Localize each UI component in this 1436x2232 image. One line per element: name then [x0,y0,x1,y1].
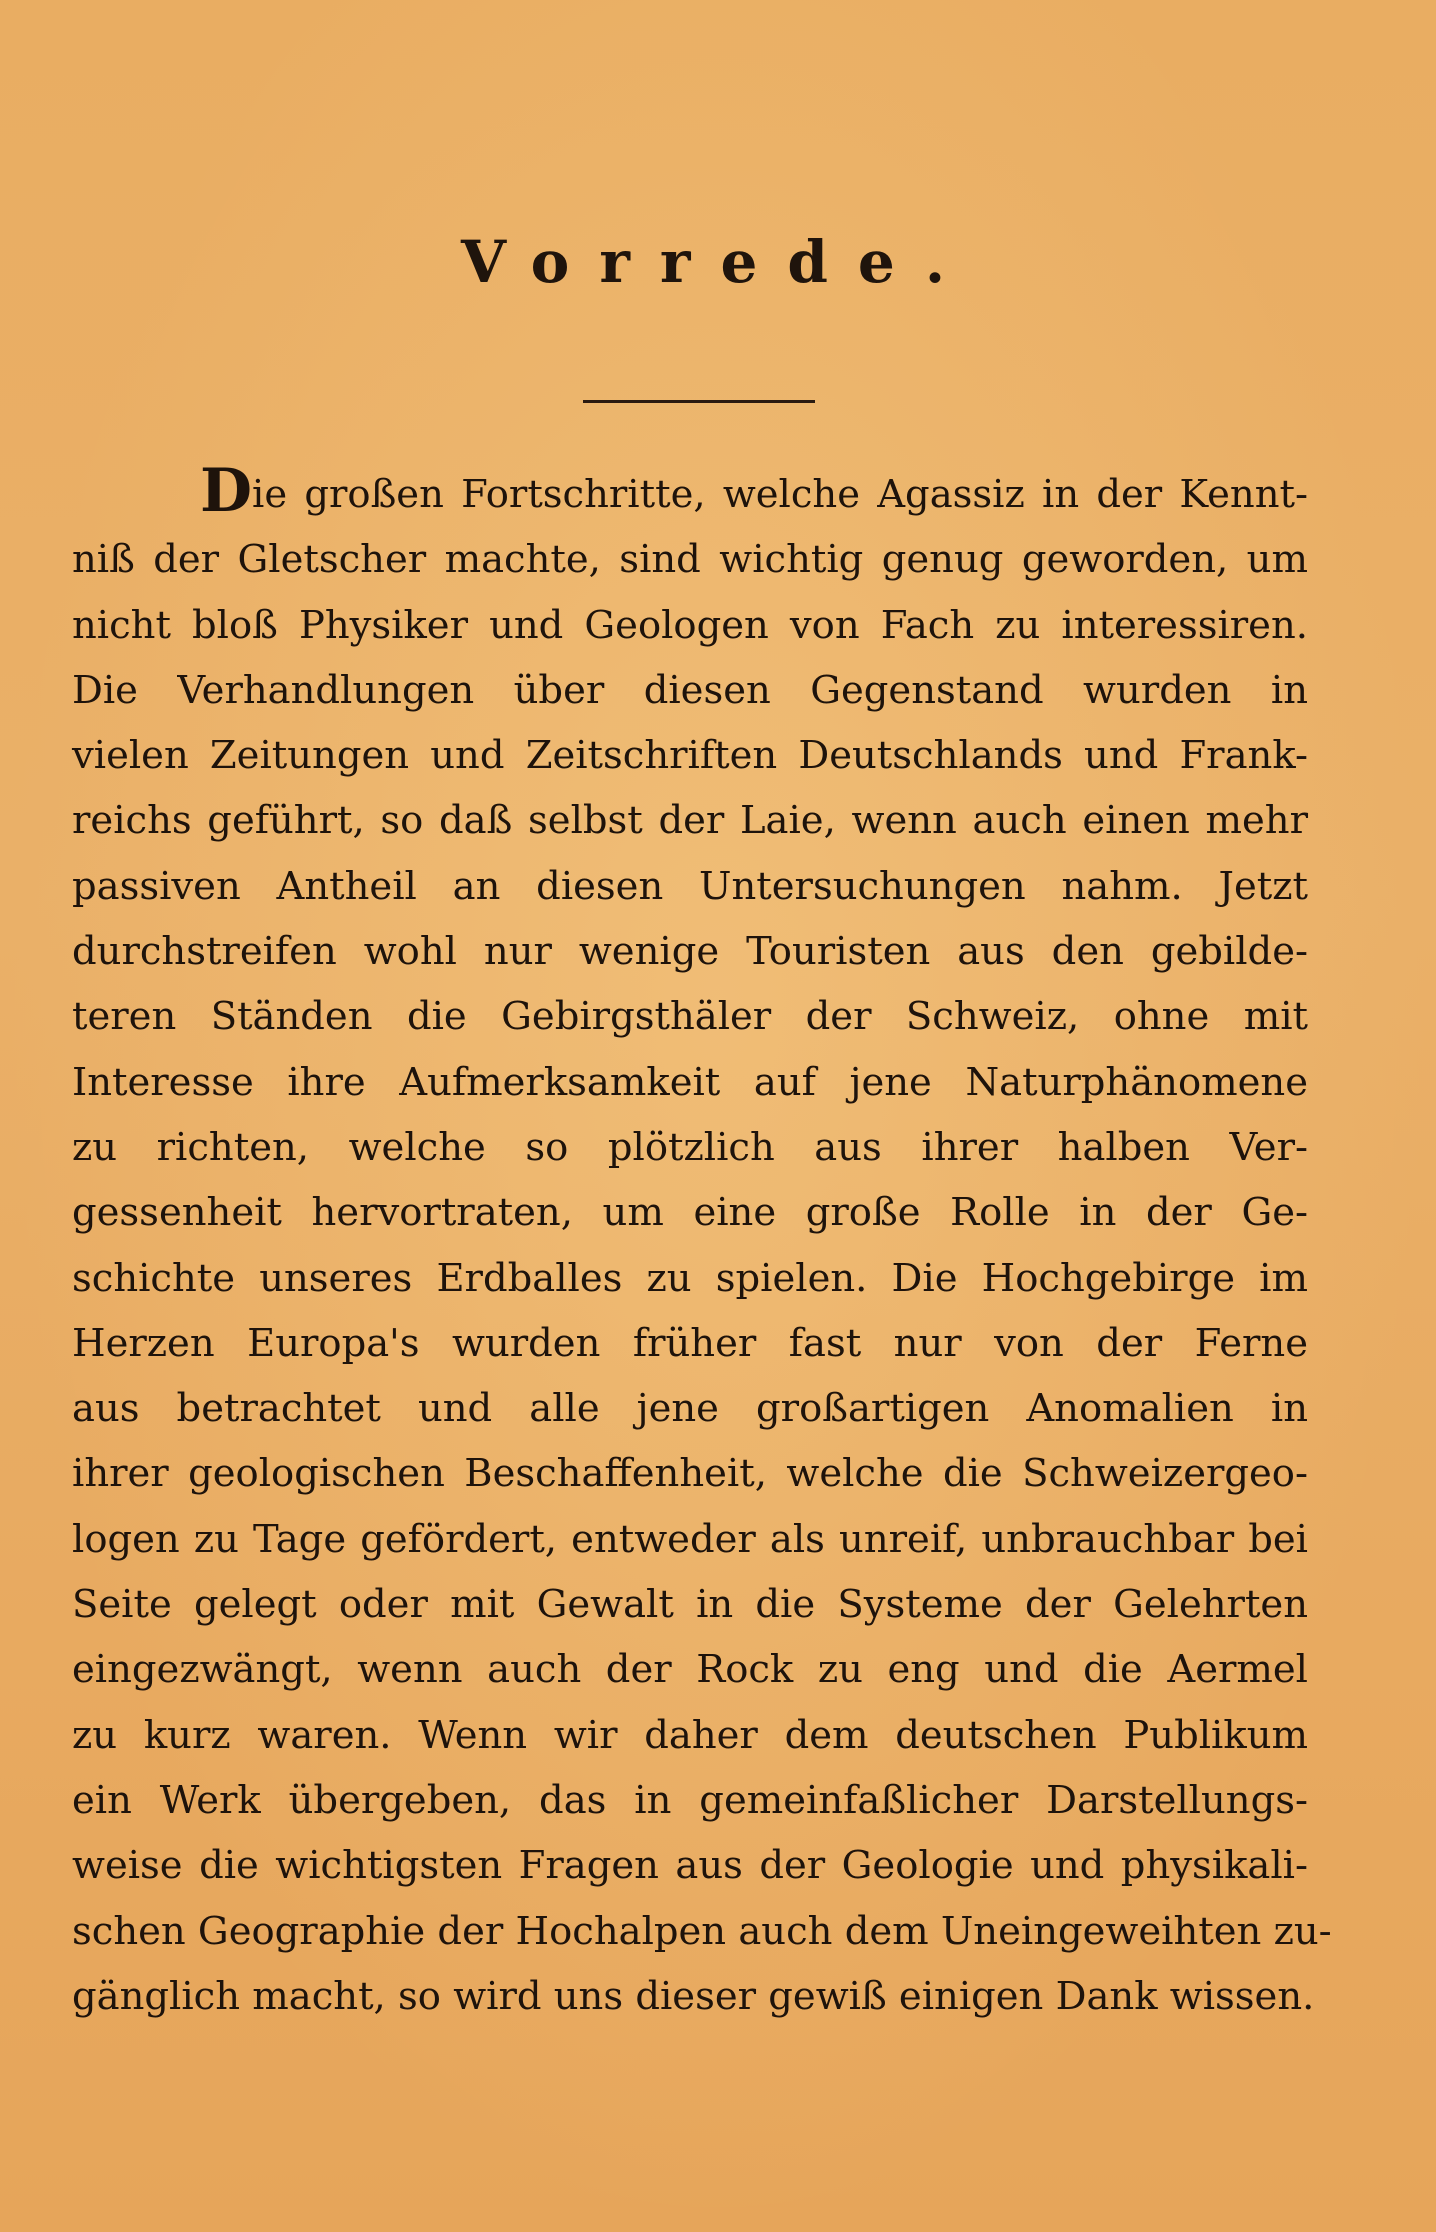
text-line: Seite gelegt oder mit Gewalt in die Systeme der Gelehrten [72,1582,1308,1628]
text-line: Die Verhandlungen über diesen Gegenstand wurden in [72,667,1308,713]
title-divider [583,400,815,403]
text-line: schen Geographie der Hochalpen auch dem Uneingeweihten zu- [72,1908,1332,1954]
text-line: ein Werk übergeben, das in gemeinfaßlicher Darstellungs- [72,1777,1308,1823]
text-line: teren Ständen die Gebirgsthäler der Schweiz, ohne mit [72,994,1308,1040]
text-line: Herzen Europa's wurden früher fast nur von der Ferne [72,1320,1308,1366]
text-line: zu kurz waren. Wenn wir daher dem deutschen Publikum [72,1712,1308,1758]
text-line: reichs geführt, so daß selbst der Laie, wenn auch einen mehr [72,798,1308,844]
text-line: aus betrachtet und alle jene großartigen Anomalien in [72,1386,1308,1432]
text-line: Die großen Fortschritte, welche Agassiz in der Kennt- [200,456,1308,526]
text-line: vielen Zeitungen und Zeitschriften Deutschlands und Frank- [72,733,1308,779]
page-title: Vorrede. [460,228,976,296]
text-line: niß der Gletscher machte, sind wichtig genug geworden, um [72,537,1308,583]
text-line: schichte unseres Erdballes zu spielen. Die Hochgebirge im [72,1255,1308,1301]
initial-letter: D [200,456,253,526]
text-line: passiven Antheil an diesen Untersuchungen nahm. Jetzt [72,863,1308,909]
text-line: durchstreifen wohl nur wenige Touristen aus den gebilde- [72,929,1308,975]
text-line: zu richten, welche so plötzlich aus ihrer halben Ver- [72,1124,1308,1170]
text-line: logen zu Tage gefördert, entweder als unreif, unbrauchbar bei [72,1516,1308,1562]
text-line: ihrer geologischen Beschaffenheit, welche die Schweizergeo- [72,1451,1308,1497]
text-line: eingezwängt, wenn auch der Rock zu eng und die Aermel [72,1647,1308,1693]
text-line: weise die wichtigsten Fragen aus der Geologie und physikali- [72,1843,1308,1889]
preface-paragraph [72,456,1332,2029]
text-line: nicht bloß Physiker und Geologen von Fach zu interessiren. [72,602,1308,648]
text-line: gessenheit hervortraten, um eine große Rolle in der Ge- [72,1190,1308,1236]
text-line: Interesse ihre Aufmerksamkeit auf jene Naturphänomene [72,1059,1308,1105]
text-line: gänglich macht, so wird uns dieser gewiß einigen Dank wissen. [72,1973,1315,2019]
